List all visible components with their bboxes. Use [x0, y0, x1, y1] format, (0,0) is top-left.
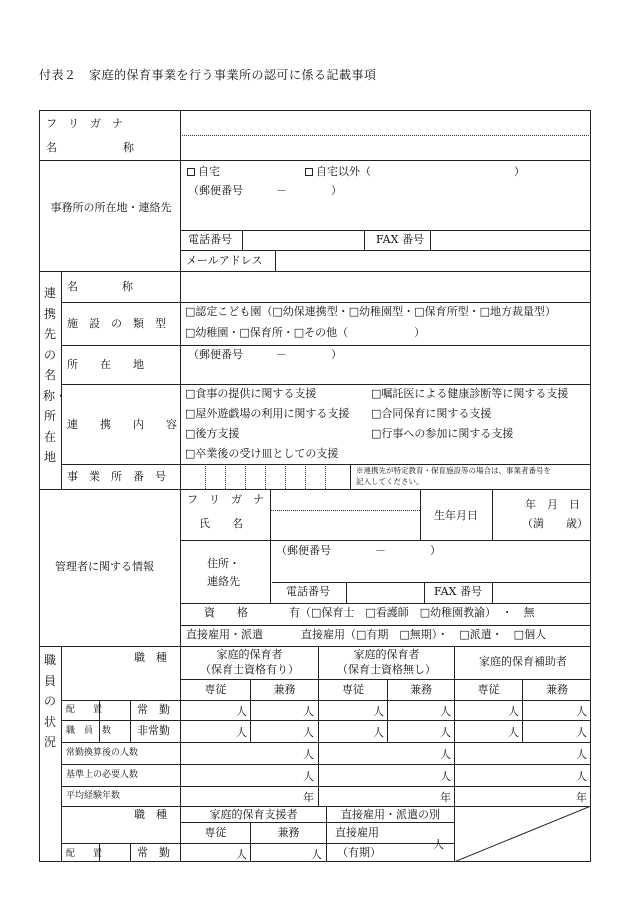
- haichi-label-2: 配 置: [66, 849, 103, 859]
- header-employment-type: 直接雇用・派遣の別: [341, 808, 440, 821]
- facility-type-line1[interactable]: □認定こども園（□幼保連携型・□幼稚園型・□保育所型・□地方裁量型）: [185, 305, 556, 318]
- unit: 人: [236, 726, 247, 739]
- dob-date: 年 月 日: [525, 498, 580, 511]
- tel-label-2: 電話番号: [286, 585, 330, 598]
- manager-address-label-1: 住所・: [207, 557, 240, 570]
- unit: 人: [576, 770, 587, 783]
- support-doctor[interactable]: □嘱託医による健康診断等に関する支援: [371, 387, 569, 400]
- postal-code-1: （郵便番号 － ）: [188, 184, 342, 197]
- age: （満 歳）: [522, 517, 588, 530]
- office-location-label: 事務所の所在地・連絡先: [50, 201, 172, 214]
- furigana-label: フ リ ガ ナ: [46, 117, 123, 130]
- dob-label: 生年月日: [434, 509, 478, 522]
- col-full-4: 専従: [204, 826, 227, 839]
- unit: 人: [508, 705, 519, 718]
- employment-value[interactable]: 直接雇用（□有期 □無期）・ □派遣・ □個人: [301, 628, 547, 641]
- unit: 人: [373, 705, 384, 718]
- unit: 人: [373, 726, 384, 739]
- unit: 人: [576, 748, 587, 761]
- unit-year: 年: [440, 791, 451, 804]
- col-part-3: 兼務: [546, 683, 568, 696]
- fixed-term-label: （有期）: [337, 846, 381, 859]
- header-nursery-unqualified: 家庭的保育者: [353, 648, 420, 661]
- option-home[interactable]: 自宅: [198, 165, 220, 179]
- checkbox[interactable]: [305, 168, 313, 176]
- support-joint-care[interactable]: □合同保育に関する支援: [371, 407, 492, 420]
- support-graduation[interactable]: □卒業後の受け皿としての支援: [185, 447, 339, 460]
- header-assistant: 家庭的保育補助者: [479, 655, 567, 668]
- support-meal[interactable]: □食事の提供に関する支援: [185, 387, 317, 400]
- unit: 人: [303, 770, 314, 783]
- unit-year: 年: [303, 791, 314, 804]
- unit-year: 年: [576, 791, 587, 804]
- support-backup[interactable]: □後方支援: [185, 427, 240, 440]
- support-playground[interactable]: □屋外遊戯場の利用に関する支援: [185, 407, 350, 420]
- unit: 人: [440, 748, 451, 761]
- office-number-note-2: 記入してください。: [356, 477, 424, 486]
- unit: 人: [311, 848, 322, 861]
- form-title: 付表２ 家庭的保育事業を行う事業所の認可に係る記載事項: [39, 68, 377, 82]
- unit: 人: [576, 705, 587, 718]
- job-type-label: 職 種: [134, 651, 167, 664]
- postal-code-3: （郵便番号 － ）: [276, 544, 441, 557]
- unit: 人: [303, 748, 314, 761]
- haichi-label: 配 置: [66, 705, 103, 715]
- facility-type-label: 施 設 の 類 型: [67, 317, 166, 330]
- unit: 人: [440, 726, 451, 739]
- col-part-2: 兼務: [410, 683, 432, 696]
- parttime-label: 非常勤: [137, 724, 170, 737]
- header-nursery-qualified-sub: （保育士資格有り）: [200, 663, 299, 676]
- diagonal-strike: [454, 806, 591, 862]
- facility-type-line2[interactable]: □幼稚園・□保育所・□その他（ ）: [185, 326, 426, 339]
- partner-name-label: 名 称: [67, 280, 133, 293]
- fax-label-1: FAX 番号: [376, 233, 424, 246]
- col-part-4: 兼務: [277, 826, 300, 839]
- employment-label: 直接雇用・派遣: [186, 628, 263, 641]
- qualification-label: 資 格: [204, 606, 248, 619]
- required-count-label: 基準上の必要人数: [66, 770, 139, 780]
- unit: 人: [236, 705, 247, 718]
- manager-furigana-label: フ リ ガ ナ: [187, 493, 264, 506]
- header-support-staff: 家庭的保育支援者: [209, 808, 298, 821]
- mail-label: メールアドレス: [186, 254, 263, 267]
- direct-employment-label: 直接雇用: [335, 826, 379, 839]
- unit: 人: [236, 848, 247, 861]
- option-other[interactable]: 自宅以外（ ）: [316, 165, 525, 179]
- converted-count-label: 常勤換算後の人数: [66, 748, 139, 758]
- job-type-label-2: 職 種: [134, 808, 167, 821]
- unit: 人: [576, 726, 587, 739]
- partner-content-label: 連 携 内 容: [67, 418, 177, 431]
- partner-address-label: 所 在 地: [67, 358, 144, 371]
- manager-address-label-2: 連絡先: [207, 575, 240, 588]
- fulltime-label-2: 常 勤: [137, 846, 170, 859]
- support-events[interactable]: □行事への参加に関する支援: [371, 427, 514, 440]
- col-full-3: 専従: [477, 683, 500, 696]
- unit: 人: [303, 726, 314, 739]
- postal-code-2: （郵便番号 － ）: [188, 348, 342, 361]
- qualification-value[interactable]: 有（□保育士 □看護師 □幼稚園教諭） ・ 無: [289, 606, 535, 619]
- unit: 人: [440, 705, 451, 718]
- unit: 人: [440, 770, 451, 783]
- col-part-1: 兼務: [273, 683, 296, 696]
- name-label: 名 称: [46, 141, 134, 154]
- col-full-1: 専従: [204, 683, 227, 696]
- col-full-2: 専従: [342, 683, 364, 696]
- office-number-label: 事 業 所 番 号: [67, 470, 166, 483]
- staff-count-label: 職 員 数: [66, 726, 112, 736]
- staff-status-vertical-label: 職員の状況: [43, 653, 56, 749]
- header-nursery-unqualified-sub: （保育士資格無し）: [337, 663, 436, 676]
- fax-label-2: FAX 番号: [434, 585, 482, 598]
- unit: 人: [433, 838, 444, 851]
- manager-info-label: 管理者に関する情報: [55, 560, 154, 573]
- tel-label-1: 電話番号: [188, 233, 232, 246]
- partner-vertical-label: 連携先の名称・所在地: [43, 286, 68, 464]
- office-number-note-1: ※連携先が特定教育・保育施設等の場合は、事業者番号を: [356, 466, 551, 475]
- avg-experience-label: 平均経験年数: [66, 791, 121, 801]
- manager-name-label: 氏 名: [199, 517, 243, 530]
- checkbox[interactable]: [187, 168, 195, 176]
- fulltime-label: 常 勤: [137, 703, 170, 716]
- unit: 人: [303, 705, 314, 718]
- header-nursery-qualified: 家庭的保育者: [216, 648, 283, 661]
- unit: 人: [508, 726, 519, 739]
